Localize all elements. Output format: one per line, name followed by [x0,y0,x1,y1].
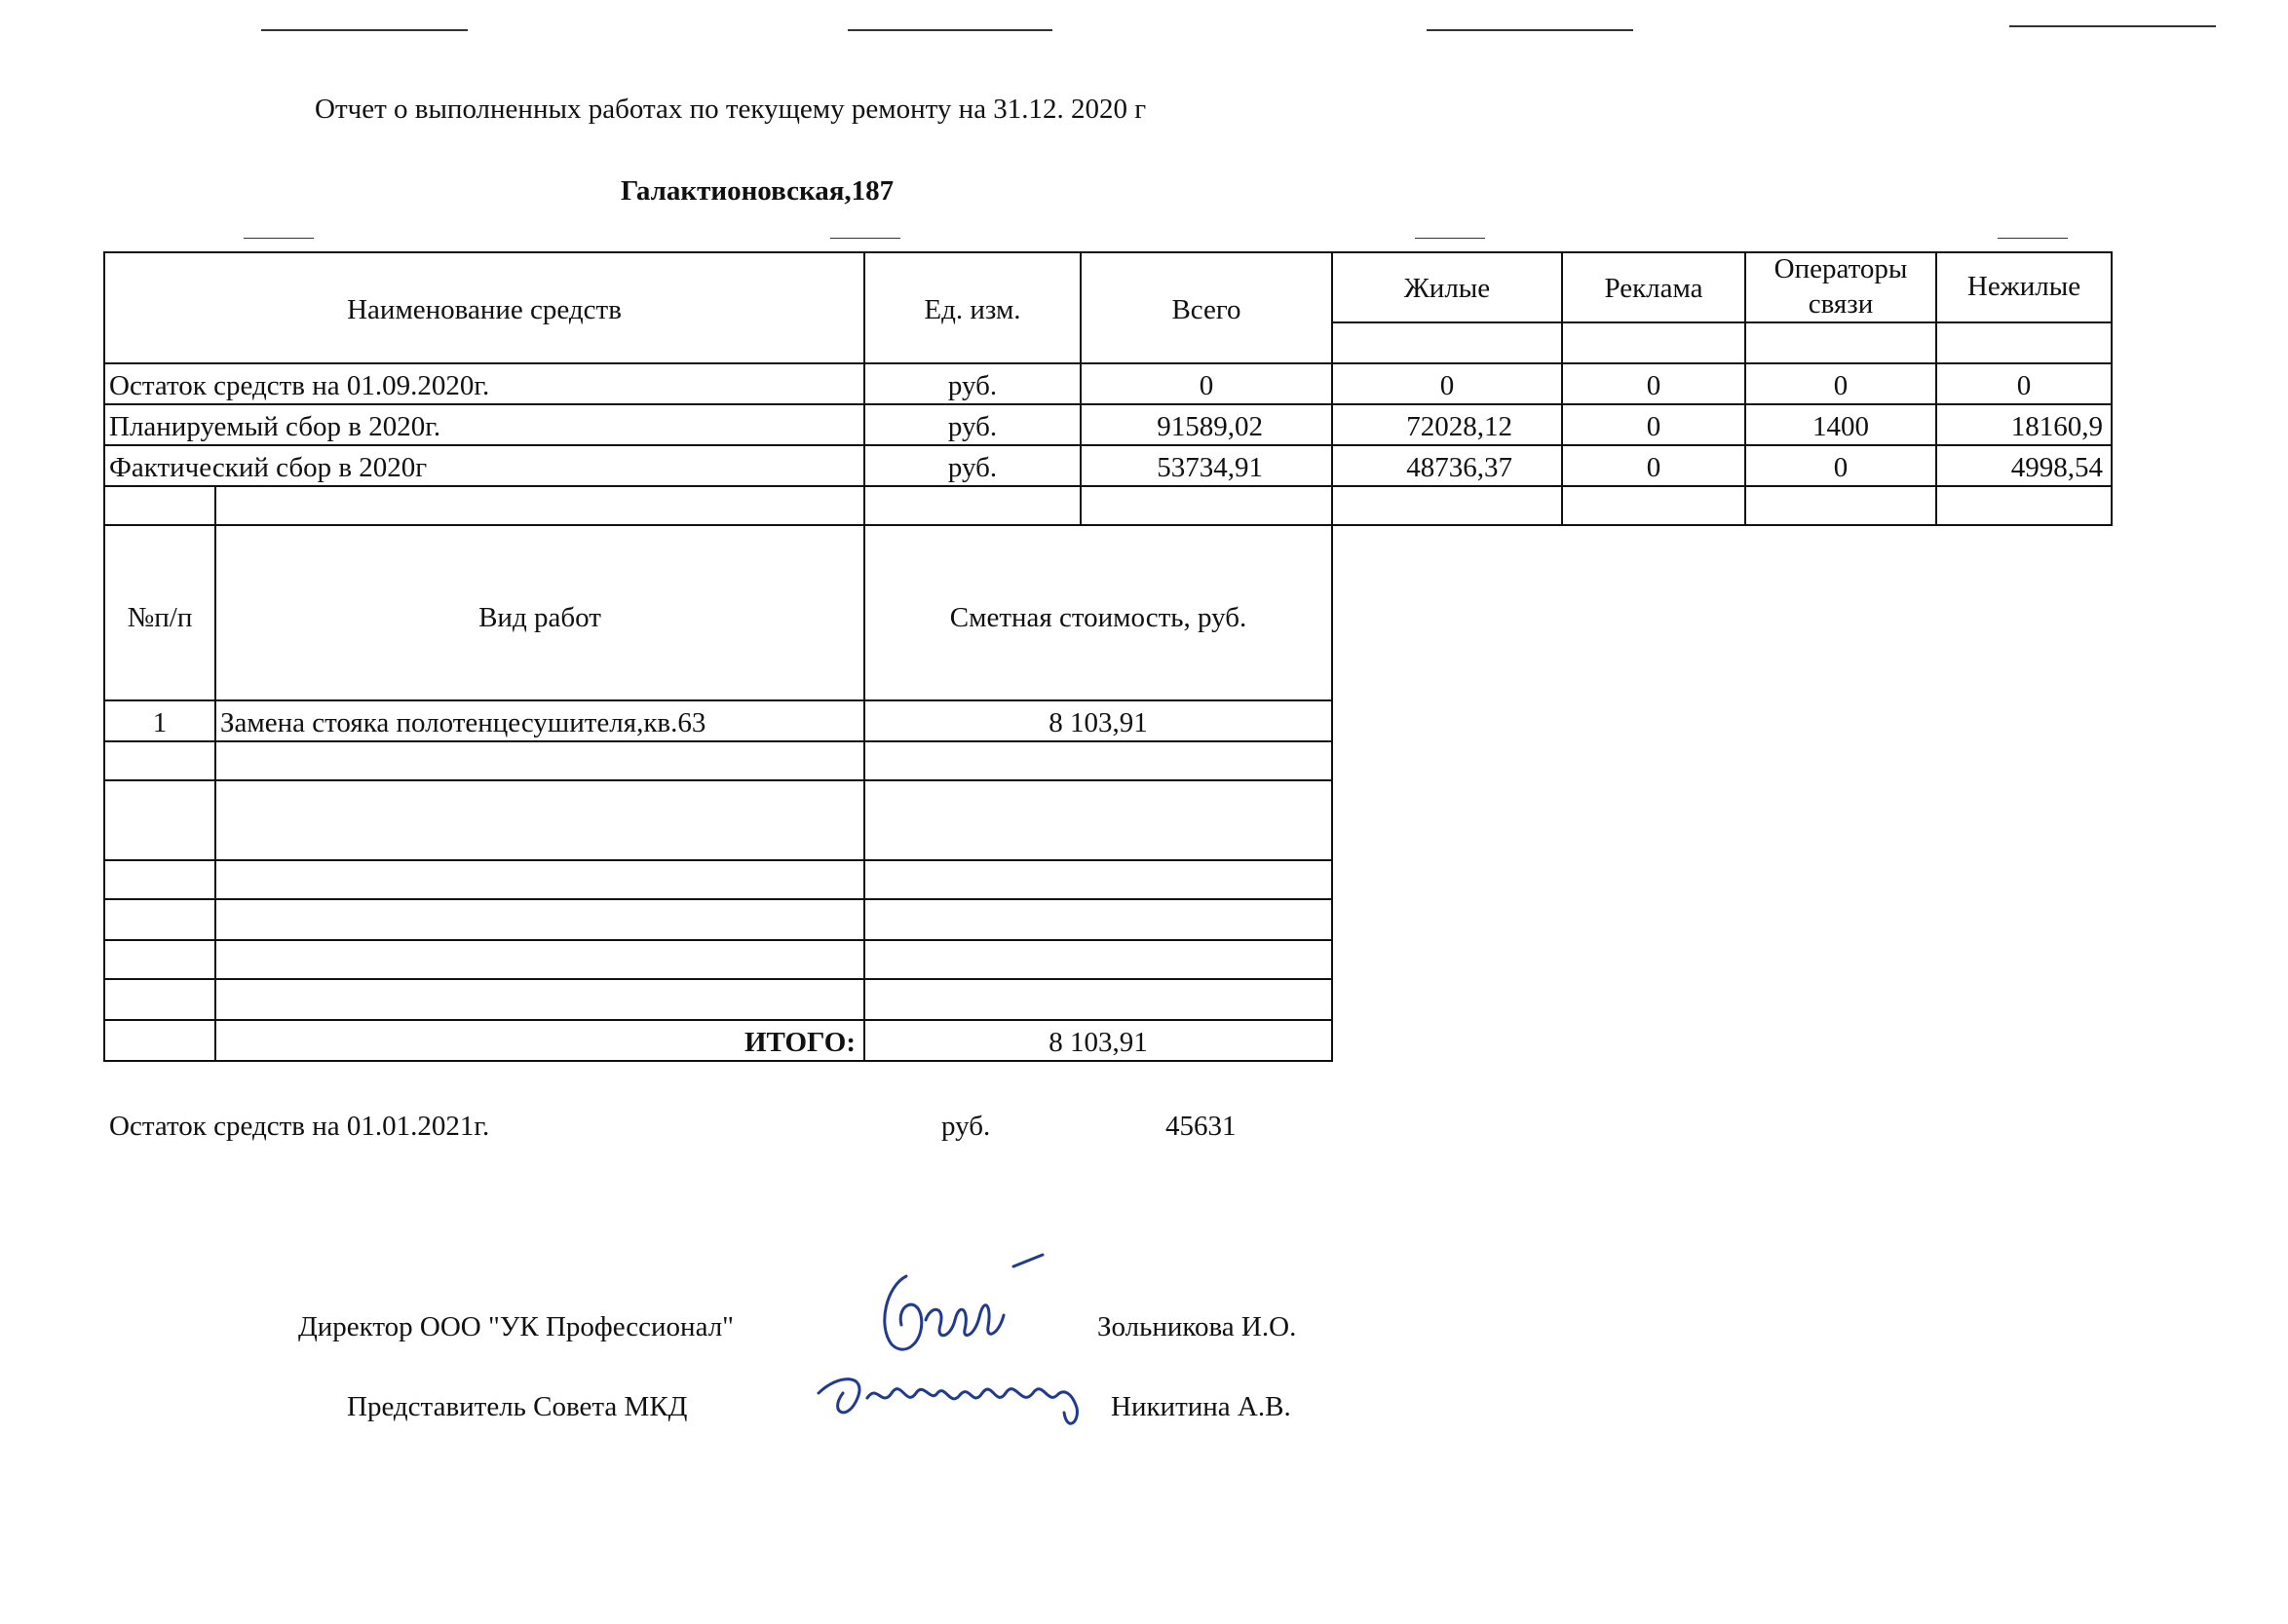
header-unit: Ед. изм. [924,294,1021,325]
header-fund-name: Наименование средств [347,294,622,325]
row-label: Остаток средств на 01.09.2020г. [109,370,490,401]
header-num: №п/п [127,602,193,633]
total-label: ИТОГО: [744,1027,856,1058]
scan-line [2009,25,2216,27]
representative-title: Представитель Совета МКД [347,1391,688,1422]
scan-line [1998,238,2068,239]
row-advertising: 0 [1646,370,1661,401]
row-unit: руб. [947,452,998,483]
row-total: 0 [1199,370,1214,401]
row-nonresidential: 18160,9 [2010,411,2103,442]
balance-value: 45631 [1165,1111,1237,1142]
representative-signature [809,1354,1101,1442]
row-advertising: 0 [1646,452,1661,483]
header-residential: Жилые [1403,273,1491,304]
representative-name: Никитина А.В. [1111,1391,1291,1422]
header-work-type: Вид работ [478,602,601,633]
director-name: Зольникова И.О. [1097,1311,1297,1342]
header-nonresidential: Нежилые [1966,271,2081,302]
row-total: 53734,91 [1157,452,1263,483]
row-unit: руб. [947,411,998,442]
row-nonresidential: 4998,54 [2010,452,2103,483]
scan-line [1427,29,1633,31]
row-num: 1 [152,707,168,738]
director-title: Директор ООО "УК Профессионал" [298,1311,735,1342]
total-value: 8 103,91 [1049,1027,1148,1058]
scan-line [830,238,900,239]
scan-line [1415,238,1485,239]
report-address: Галактионовская,187 [621,175,895,207]
balance-label: Остаток средств на 01.01.2021г. [109,1111,490,1142]
header-operators: Операторы связи [1773,253,1908,320]
header-total: Всего [1171,294,1241,325]
header-estimated-cost: Сметная стоимость, руб. [949,602,1247,633]
row-unit: руб. [947,370,998,401]
row-cost: 8 103,91 [1049,707,1148,738]
scan-line [244,238,314,239]
header-advertising: Реклама [1604,273,1703,304]
report-title: Отчет о выполненных работах по текущему ремонту на 31.12. 2020 г [315,94,1147,125]
row-work: Замена стояка полотенцесушителя,кв.63 [220,707,706,738]
row-label: Фактический сбор в 2020г [109,452,428,483]
row-residential: 0 [1439,370,1455,401]
row-total: 91589,02 [1157,411,1263,442]
scan-line [261,29,468,31]
row-residential: 72028,12 [1406,411,1512,442]
row-operators: 0 [1833,370,1849,401]
row-label: Планируемый сбор в 2020г. [109,411,441,442]
row-advertising: 0 [1646,411,1661,442]
row-nonresidential: 0 [2016,370,2032,401]
balance-unit: руб. [941,1111,991,1142]
row-operators: 0 [1833,452,1849,483]
scan-line [848,29,1052,31]
row-operators: 1400 [1812,411,1869,442]
row-residential: 48736,37 [1406,452,1512,483]
